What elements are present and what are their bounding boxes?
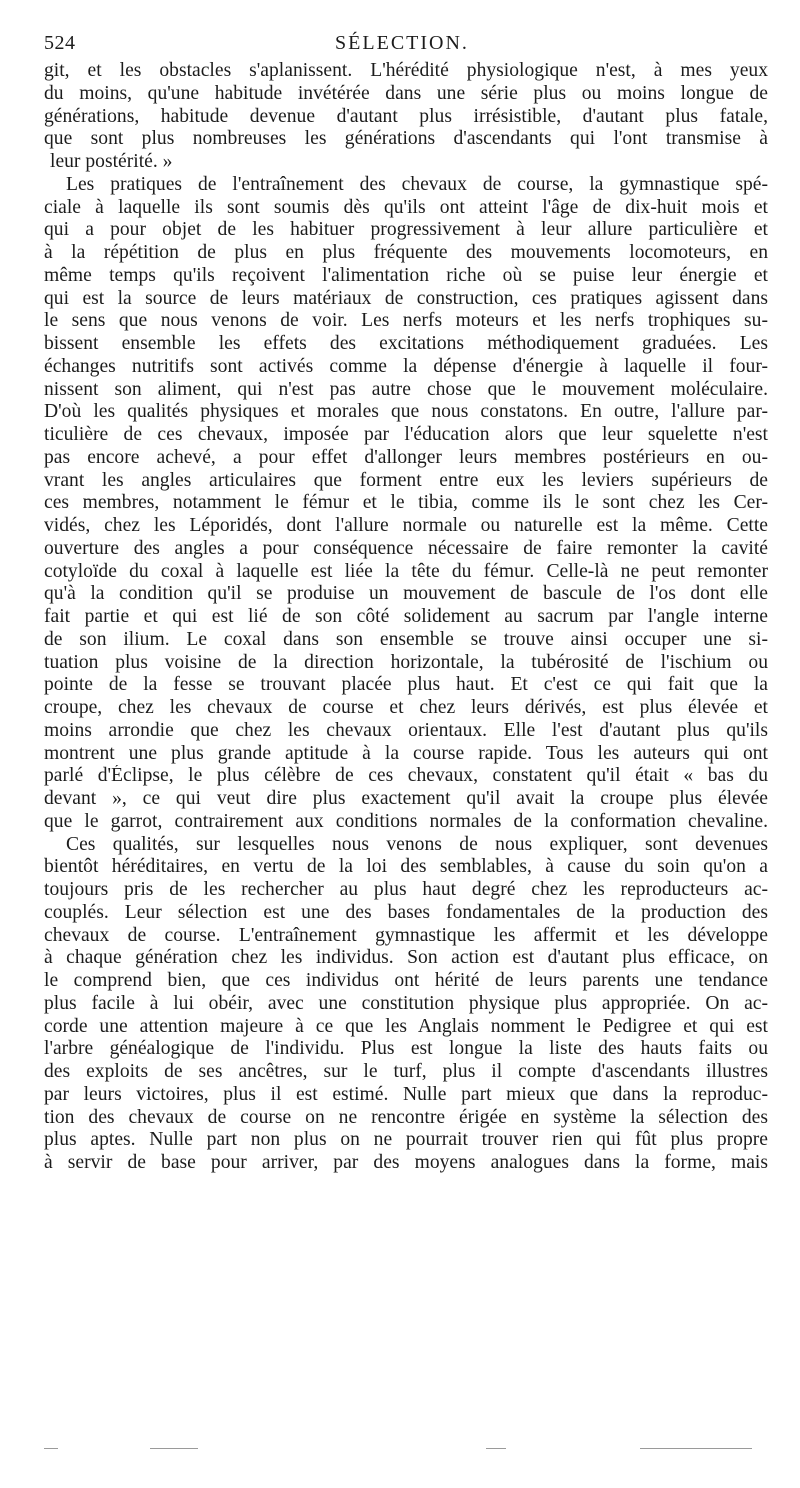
text-line: ciale à laquelle ils sont soumis dès qu'ils ont atteint l'âge de dix-huit mois et: [44, 196, 768, 218]
page-number: 524: [44, 32, 76, 54]
text-line: toujours pris de les rechercher au plus haut degré chez les reproducteurs ac-: [44, 879, 768, 900]
text-line: par leurs victoires, plus il est estimé. Nulle part mieux que dans la reproduc-: [44, 1083, 768, 1105]
text-line: Ces qualités, sur lesquelles nous venons de nous expliquer, sont devenues: [66, 833, 768, 855]
text-line: de son ilium. Le coxal dans son ensemble se trouve ainsi occuper une si-: [44, 628, 768, 650]
text-line: à servir de base pour arriver, par des moyens analogues dans la forme, mais: [44, 1152, 768, 1173]
body-text: [44, 60, 768, 1175]
text-line: le sens que nous venons de voir. Les nerfs moteurs et les nerfs trophiques su-: [44, 310, 768, 332]
text-line: même temps qu'ils reçoivent l'alimentation riche où se puise leur énergie et: [44, 264, 768, 286]
text-line: tion des chevaux de course on ne rencontre érigée en système la sélection des: [44, 1106, 768, 1128]
text-line: vrant les angles articulaires que forment entre eux les leviers supérieurs de: [44, 469, 768, 491]
text-line: parlé d'Éclipse, le plus célèbre de ces chevaux, constatent qu'il était « bas du: [44, 765, 768, 787]
bottom-print-marks: [44, 1448, 760, 1454]
text-line: des exploits de ses ancêtres, sur le turf, plus il compte d'ascendants illustres: [44, 1061, 768, 1082]
text-line: que le garrot, contrairement aux conditions normales de la conformation chevaline.: [44, 810, 768, 832]
text-line: couplés. Leur sélection est une des bases fondamentales de la production des: [44, 901, 768, 923]
text-line: vidés, chez les Léporidés, dont l'allure normale ou naturelle est la même. Cette: [44, 515, 768, 536]
text-line: D'où les qualités physiques et morales que nous constatons. En outre, l'allure par-: [44, 401, 768, 423]
print-mark: [44, 1448, 58, 1449]
text-line: ouverture des angles a pour conséquence nécessaire de faire remonter la cavité: [44, 537, 768, 559]
text-line: l'arbre généalogique de l'individu. Plus est longue la liste des hauts faits ou: [44, 1038, 768, 1060]
running-head: SÉLECTION.: [335, 32, 469, 54]
text-line: générations, habitude devenue d'autant plus irrésistible, d'autant plus fatale,: [44, 105, 768, 127]
text-line: échanges nutritifs sont activés comme la dépense d'énergie à laquelle il four-: [44, 355, 768, 377]
text-line: Les pratiques de l'entraînement des chevaux de course, la gymnastique spé-: [66, 173, 768, 195]
text-line: croupe, chez les chevaux de course et chez leurs dérivés, est plus élevée et: [44, 697, 768, 718]
text-line: pointe de la fesse se trouvant placée plus haut. Et c'est ce qui fait que la: [44, 674, 768, 696]
text-line: qu'à la condition qu'il se produise un mouvement de bascule de l'os dont elle: [44, 583, 768, 605]
text-line: chevaux de course. L'entraînement gymnastique les affermit et les développe: [44, 924, 768, 946]
print-mark: [486, 1448, 506, 1449]
text-line: le comprend bien, que ces individus ont hérité de leurs parents une tendance: [44, 970, 768, 991]
text-line: que sont plus nombreuses les générations d'ascendants qui l'ont transmise à: [44, 128, 768, 150]
text-line: ces membres, notamment le fémur et le tibia, comme ils le sont chez les Cer-: [44, 492, 768, 514]
text-line: plus facile à lui obéir, avec une constitution physique plus appropriée. On ac-: [44, 992, 768, 1014]
text-line: corde une attention majeure à ce que les Anglais nomment le Pedigree et qui est: [44, 1015, 768, 1037]
text-line: cotyloïde du coxal à laquelle est liée la tête du fémur. Celle-là ne peut remonter: [44, 560, 768, 582]
text-line: ticulière de ces chevaux, imposée par l'éducation alors que leur squelette n'est: [44, 424, 768, 445]
text-line: fait partie et qui est lié de son côté solidement au sacrum par l'angle interne: [44, 606, 768, 627]
text-line: nissent son aliment, qui n'est pas autre chose que le mouvement moléculaire.: [44, 378, 768, 400]
text-line: qui est la source de leurs matériaux de construction, ces pratiques agissent dans: [44, 287, 768, 309]
text-line: du moins, qu'une habitude invétérée dans une série plus ou moins longue de: [44, 82, 768, 104]
text-line: à la répétition de plus en plus fréquente des mouvements locomoteurs, en: [44, 242, 768, 263]
text-line: pas encore achevé, a pour effet d'allonger leurs membres postérieurs en ou-: [44, 446, 768, 468]
print-mark: [150, 1448, 198, 1449]
text-line: bientôt héréditaires, en vertu de la loi des semblables, à cause du soin qu'on a: [44, 856, 768, 878]
text-line: tuation plus voisine de la direction horizontale, la tubérosité de l'ischium ou: [44, 651, 768, 673]
print-mark: [640, 1448, 752, 1449]
text-line: leur postérité. »: [50, 151, 173, 172]
page-header: [44, 28, 760, 58]
text-line: git, et les obstacles s'aplanissent. L'hérédité physiologique n'est, à mes yeux: [44, 60, 768, 81]
text-line: devant », ce qui veut dire plus exactement qu'il avait la croupe plus élevée: [44, 788, 768, 809]
text-line: moins arrondie que chez les chevaux orientaux. Elle l'est d'autant plus qu'ils: [44, 719, 768, 741]
text-line: qui a pour objet de les habituer progressivement à leur allure particulière et: [44, 219, 768, 241]
text-line: à chaque génération chez les individus. Son action est d'autant plus efficace, on: [44, 947, 768, 969]
text-line: plus aptes. Nulle part non plus on ne pourrait trouver rien qui fût plus propre: [44, 1129, 768, 1151]
text-line: montrent une plus grande aptitude à la course rapide. Tous les auteurs qui ont: [44, 742, 768, 764]
text-line: bissent ensemble les effets des excitations méthodiquement graduées. Les: [44, 333, 768, 354]
